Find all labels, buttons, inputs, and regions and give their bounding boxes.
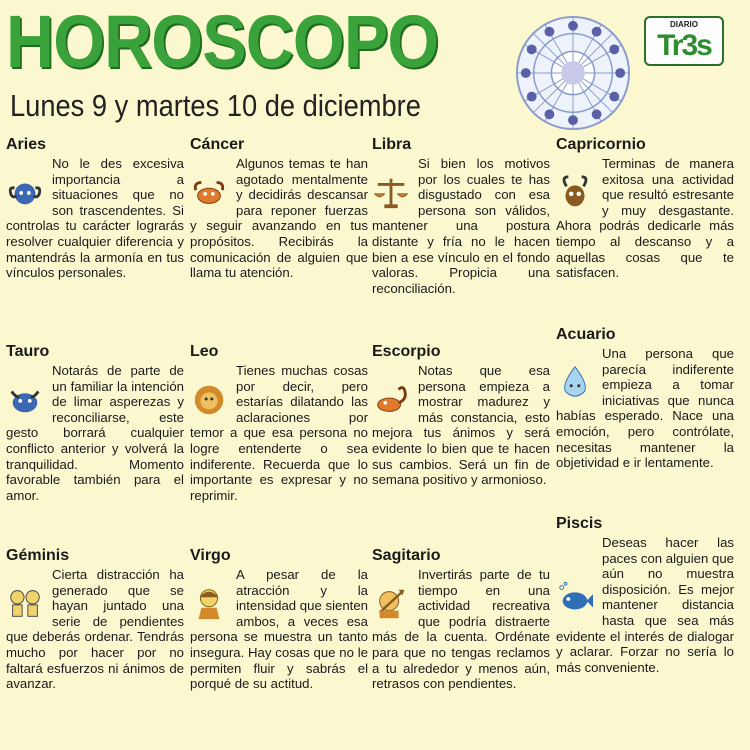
sign-cancer bbox=[190, 135, 368, 281]
sign-aries bbox=[6, 135, 184, 281]
sign-title: Cáncer bbox=[190, 136, 245, 153]
sign-title: Escorpio bbox=[372, 343, 441, 360]
goat-icon bbox=[556, 172, 594, 212]
sign-title: Tauro bbox=[6, 343, 50, 360]
scales-icon bbox=[372, 172, 410, 212]
sign-text: Cierta distracción ha generado que se hayan juntado una serie de pendientes que deberás ordenar. Tendrás mucho por hacer por no faltará esfuerzos ni ánimos de avanzar. bbox=[6, 567, 184, 692]
sign-text: A pesar de la atracción y la intensidad que sienten ambos, a veces esa persona se muestra un tanto insegura. Hay cosas que no le permiten fluir y sabrás el porqué de su actitud. bbox=[190, 567, 368, 692]
sign-acuario bbox=[556, 325, 734, 471]
archer-icon bbox=[372, 583, 410, 623]
sign-title: Leo bbox=[190, 343, 219, 360]
sign-text: Notarás de parte de un familiar la intención de limar asperezas y reconciliarse, este gesto borrará cualquier conflicto anterior y volverá la tranquilidad. Momento favorable también para el amor. bbox=[6, 363, 184, 503]
sign-text: Terminas de manera exitosa una actividad que resultó estresante y muy desgastante. Ahora podrás dedicarle más tiempo al descanso y a aquellas cosas que te satisfacen. bbox=[556, 156, 734, 281]
sign-text: Deseas hacer las paces con alguien que aún no muestra disposición. Es mejor mantener distancia hasta que sea más evidente el interés de dialogar y aclarar. Forzar no sería lo más conveniente. bbox=[556, 535, 734, 675]
sign-virgo bbox=[190, 546, 368, 692]
sign-capricornio bbox=[556, 135, 734, 281]
sign-text: Tienes muchas cosas por decir, pero estarías dilatando las aclaraciones por temor a que esa persona no logre entenderte o sea indiferente. Recuerda que lo importante es expresar y no reprimir. bbox=[190, 363, 368, 503]
maiden-icon bbox=[190, 583, 228, 623]
ram-icon bbox=[6, 172, 44, 212]
sign-sagitario bbox=[372, 546, 550, 692]
sign-title: Libra bbox=[372, 136, 412, 153]
sign-text: No le des excesiva importancia a situaciones que no son trascendentes. Si controlas tu carácter lograrás resolver cualquier diferencia y mantendrás la armonía en tus vínculos personales. bbox=[6, 156, 184, 281]
zodiac-wheel-icon bbox=[514, 14, 632, 132]
sign-text: Invertirás parte de tu tiempo en una actividad recreativa que podría distraerte más de la cuenta. Ordénate para que no tengas reclamos a tu alrededor y menos aún, retrasos con pendientes. bbox=[372, 567, 550, 692]
sign-title: Piscis bbox=[556, 515, 603, 532]
sign-tauro bbox=[6, 342, 184, 503]
sign-title: Capricornio bbox=[556, 136, 646, 153]
diario-tres-logo: DIARIO Tr3s bbox=[644, 16, 724, 66]
bull-icon bbox=[6, 379, 44, 419]
sign-title: Sagitario bbox=[372, 547, 441, 564]
sign-text: Una persona que parecía indiferente empieza a tomar iniciativas que nunca habías esperado. Nace una emoción, pero contrólate, necesitas mantener la objetividad e ir lentamente. bbox=[556, 346, 734, 471]
date-subtitle: Lunes 9 y martes 10 de diciembre bbox=[10, 88, 421, 123]
fish-icon bbox=[556, 579, 594, 619]
sign-title: Aries bbox=[6, 136, 47, 153]
lion-icon bbox=[190, 379, 228, 419]
sign-piscis bbox=[556, 514, 734, 675]
sign-geminis bbox=[6, 546, 184, 692]
scorpion-icon bbox=[372, 379, 410, 419]
water-drop-icon bbox=[556, 362, 594, 402]
sign-text: Si bien los motivos por los cuales te has disgustado con esa persona son válidos, mantener una postura distante y fría no le hacen bien a ese vínculo en el fondo valoras. Propicia una reconciliación. bbox=[372, 156, 550, 296]
sign-text: Algunos temas te han agotado mentalmente y decidirás descansar para reponer fuerzas y seguir avanzando en tus propósitos. Recibirás la comunicación de alguien que llama tu atención. bbox=[190, 156, 368, 281]
sign-title: Acuario bbox=[556, 326, 616, 343]
page-title: HOROSCOPO bbox=[6, 0, 439, 83]
crab-icon bbox=[190, 172, 228, 212]
sign-escorpio bbox=[372, 342, 550, 488]
sign-title: Virgo bbox=[190, 547, 231, 564]
sign-title: Géminis bbox=[6, 547, 70, 564]
twins-icon bbox=[6, 583, 44, 623]
sign-libra bbox=[372, 135, 550, 296]
sign-text: Notas que esa persona empieza a mostrar madurez y más constancia, esto mejora tus ánimos y será evidente lo bien que te hacen sus cambios. Será un fin de semana positivo y armonioso. bbox=[372, 363, 550, 488]
sign-leo bbox=[190, 342, 368, 503]
